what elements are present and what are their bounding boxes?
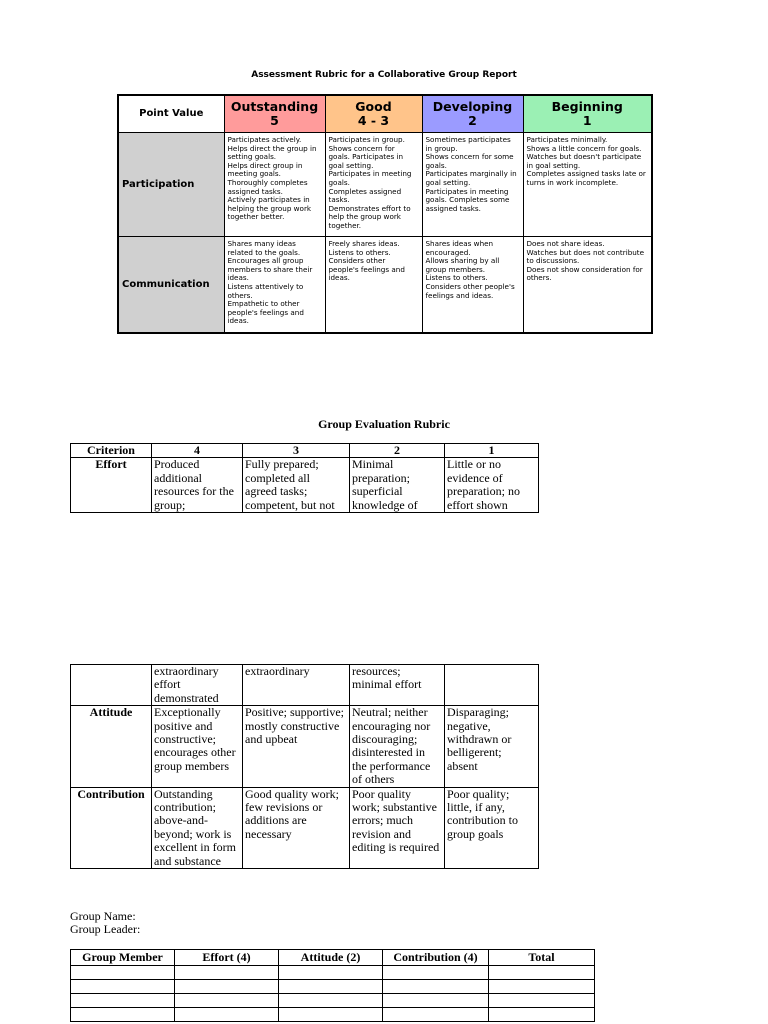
cell-text-line: Participates in meeting	[328, 169, 412, 179]
cell-text-line: in goal setting.	[526, 160, 581, 170]
cell-text-line: Participates minimally.	[526, 135, 608, 144]
cell-text-line: withdrawn or	[447, 732, 512, 747]
level-points: 5	[270, 113, 279, 128]
rubric2-row-effort	[71, 458, 539, 513]
cell-text-line: Shows concern for	[328, 143, 395, 153]
level-name: Outstanding	[230, 99, 319, 114]
cell-text-line: Encourages all group	[227, 256, 304, 266]
cell-text-line: Does not show consideration for	[526, 264, 643, 274]
cell-text-line: Participates in group.	[328, 135, 405, 144]
cell-text-line: Outstanding	[154, 786, 213, 801]
cell-text-line: turns in work incomplete.	[526, 177, 619, 187]
empty-cell[interactable]	[175, 966, 279, 980]
cell-text-line: Watches but doesn't participate	[526, 152, 642, 162]
rubric-cell	[445, 706, 539, 787]
cell-text-line: Helps direct the group in	[227, 143, 317, 153]
cell-text-line: Little or no	[447, 458, 501, 472]
cell-text-line: discouraging;	[352, 732, 418, 747]
empty-cell[interactable]	[489, 980, 595, 994]
cell-text-line: completed all	[245, 470, 310, 485]
group-evaluation-table-part2	[70, 664, 539, 869]
rubric-cell	[445, 665, 539, 706]
header-score-2: 2	[350, 444, 445, 458]
rubric-cell	[243, 665, 350, 706]
cell-text-line: meeting goals.	[227, 169, 281, 179]
cell-text-line: Completes assigned tasks late or	[526, 169, 646, 179]
cell-text-line: Positive; supportive;	[245, 705, 344, 720]
cell-text-line: Poor quality	[352, 786, 411, 801]
cell-text-line: Freely shares ideas.	[328, 239, 400, 248]
header-attitude: Attitude (2)	[279, 950, 383, 966]
cell-text-line: Shows a little concern for goals.	[526, 143, 642, 153]
cell-text-line: effort shown	[447, 497, 508, 512]
row-label: Effort	[71, 458, 152, 513]
level-good	[325, 95, 422, 133]
group-leader-label: Group Leader:	[70, 922, 141, 936]
cell-text-line: assigned tasks.	[227, 186, 283, 196]
empty-cell[interactable]	[71, 1008, 175, 1022]
cell-text-line: negative,	[447, 718, 491, 733]
rubric-cell	[445, 458, 539, 513]
cell-text-line: group;	[154, 497, 186, 512]
cell-text-line: additional	[154, 470, 202, 485]
cell-text-line: demonstrated	[154, 690, 219, 705]
cell-text-line: disinterested in	[352, 745, 425, 760]
cell-text-line: goals. Completes some	[425, 195, 510, 205]
rubric-cell	[422, 237, 523, 333]
cell-text-line: others.	[227, 290, 253, 300]
level-name: Good	[355, 99, 392, 114]
rubric-cell	[224, 237, 325, 333]
cell-text-line: Neutral; neither	[352, 705, 428, 720]
point-value-label: Point Value	[118, 95, 224, 133]
cell-text-line: Shows concern for some	[425, 152, 514, 162]
cell-text-line: contribution to	[447, 813, 518, 828]
cell-text-line: feelings and ideas.	[425, 290, 494, 300]
cell-text-line: together.	[328, 220, 362, 230]
cell-text-line: Actively participates in	[227, 195, 310, 205]
cell-text-line: constructive;	[154, 732, 216, 747]
cell-text-line: evidence of	[447, 470, 503, 485]
rubric-cell	[350, 458, 445, 513]
cell-text-line: errors; much	[352, 813, 413, 828]
level-points: 1	[582, 113, 592, 128]
rubric2-header-row	[71, 444, 539, 458]
cell-text-line: Empathetic to other	[227, 299, 300, 309]
cell-text-line: ideas.	[328, 273, 350, 283]
cell-text-line: Shares ideas when	[425, 239, 494, 248]
header-contribution: Contribution (4)	[383, 950, 489, 966]
cell-text-line: goals.	[425, 160, 447, 170]
cell-text-line: Listens to others.	[328, 247, 391, 257]
rubric-cell	[350, 706, 445, 787]
cell-text-line: revision and	[352, 826, 411, 841]
cell-text-line: assigned tasks.	[425, 203, 481, 213]
cell-text-line: competent, but not	[245, 497, 335, 512]
level-points: 2	[468, 113, 477, 128]
rubric-cell	[523, 133, 652, 237]
row-label: Attitude	[71, 706, 152, 787]
row-label	[71, 665, 152, 706]
rubric-cell	[243, 787, 350, 868]
rubric1-header-row	[118, 95, 652, 133]
header-effort: Effort (4)	[175, 950, 279, 966]
cell-text-line: Considers other people's	[425, 281, 515, 291]
cell-text-line: Produced	[154, 458, 200, 472]
cell-text-line: Completes assigned	[328, 186, 402, 196]
cell-text-line: Watches but does not contribute	[526, 247, 645, 257]
cell-text-line: resources for the	[154, 484, 234, 499]
empty-cell[interactable]	[383, 1008, 489, 1022]
rubric-cell	[152, 706, 243, 787]
level-outstanding	[224, 95, 325, 133]
rubric2-row-contribution	[71, 787, 539, 868]
cell-text-line: encouraged.	[425, 247, 471, 257]
cell-text-line: editing is required	[352, 840, 440, 855]
cell-text-line: Participates marginally in	[425, 169, 517, 179]
cell-text-line: members to share their	[227, 264, 313, 274]
empty-cell[interactable]	[279, 980, 383, 994]
cell-text-line: positive and	[154, 718, 213, 733]
empty-cell[interactable]	[489, 994, 595, 1008]
empty-cell[interactable]	[383, 994, 489, 1008]
cell-text-line: people's feelings and	[328, 264, 405, 274]
cell-text-line: belligerent;	[447, 745, 502, 760]
cell-text-line: group members	[154, 758, 229, 773]
rubric-cell	[445, 787, 539, 868]
cell-text-line: goals. Participates in	[328, 152, 404, 162]
rubric-cell	[152, 787, 243, 868]
group-member-row	[71, 1008, 595, 1022]
header-score-4: 4	[152, 444, 243, 458]
level-beginning	[523, 95, 652, 133]
cell-text-line: agreed tasks;	[245, 484, 308, 499]
cell-text-line: Sometimes participates	[425, 135, 511, 144]
empty-cell[interactable]	[279, 994, 383, 1008]
group-member-row	[71, 966, 595, 980]
row-label: Contribution	[71, 787, 152, 868]
empty-cell[interactable]	[489, 1008, 595, 1022]
cell-text-line: and upbeat	[245, 732, 298, 747]
cell-text-line: help the group work	[328, 212, 401, 222]
rubric-cell	[152, 665, 243, 706]
cell-text-line: Exceptionally	[154, 705, 221, 720]
rubric-cell	[350, 787, 445, 868]
cell-text-line: excellent in form	[154, 840, 236, 855]
rubric-cell	[350, 665, 445, 706]
cell-text-line: Considers other	[328, 256, 386, 266]
cell-text-line: Good quality work;	[245, 786, 339, 801]
cell-text-line: extraordinary	[245, 664, 310, 678]
cell-text-line: group goals	[447, 826, 504, 841]
cell-text-line: Minimal	[352, 458, 394, 472]
group-member-row	[71, 994, 595, 1008]
cell-text-line: others.	[526, 273, 552, 283]
cell-text-line: encourages other	[154, 745, 236, 760]
cell-text-line: work; substantive	[352, 800, 437, 815]
cell-text-line: and substance	[154, 853, 221, 868]
header-criterion: Criterion	[71, 444, 152, 458]
group-evaluation-table-part1	[70, 443, 539, 513]
empty-cell[interactable]	[71, 994, 175, 1008]
cell-text-line: related to the goals.	[227, 247, 301, 257]
cell-text-line: mostly constructive	[245, 718, 340, 733]
cell-text-line: ideas.	[227, 273, 249, 283]
cell-text-line: the performance	[352, 758, 431, 773]
cell-text-line: people's feelings and	[227, 307, 304, 317]
cell-text-line: knowledge of	[352, 497, 418, 512]
level-name: Developing	[432, 99, 513, 114]
cell-text-line: above-and-	[154, 813, 208, 828]
cell-text-line: encouraging nor	[352, 718, 431, 733]
cell-text-line: Fully prepared;	[245, 458, 319, 472]
cell-text-line: goal setting.	[328, 160, 374, 170]
row-label: Participation	[118, 133, 224, 237]
empty-cell[interactable]	[279, 966, 383, 980]
rubric-cell	[325, 237, 422, 333]
cell-text-line: preparation;	[352, 470, 410, 485]
empty-cell[interactable]	[71, 980, 175, 994]
cell-text-line: necessary	[245, 826, 292, 841]
cell-text-line: extraordinary	[154, 664, 219, 678]
row-label: Communication	[118, 237, 224, 333]
cell-text-line: additions are	[245, 813, 307, 828]
cell-text-line: in group.	[425, 143, 458, 153]
level-name: Beginning	[551, 99, 623, 114]
cell-text-line: minimal effort	[352, 677, 422, 692]
rubric-cell	[224, 133, 325, 237]
cell-text-line: setting goals.	[227, 152, 277, 162]
empty-cell[interactable]	[175, 1008, 279, 1022]
cell-text-line: effort	[154, 677, 181, 692]
rubric-cell	[325, 133, 422, 237]
level-developing	[422, 95, 523, 133]
rubric-cell	[152, 458, 243, 513]
cell-text-line: helping the group work	[227, 203, 312, 213]
cell-text-line: goals.	[328, 177, 350, 187]
rubric-cell	[422, 133, 523, 237]
empty-cell[interactable]	[175, 980, 279, 994]
cell-text-line: together better.	[227, 212, 285, 222]
empty-cell[interactable]	[489, 966, 595, 980]
group-member-row	[71, 980, 595, 994]
cell-text-line: Listens attentively to	[227, 281, 304, 291]
empty-cell[interactable]	[279, 1008, 383, 1022]
cell-text-line: Helps direct group in	[227, 160, 303, 170]
cell-text-line: Poor quality;	[447, 786, 510, 801]
empty-cell[interactable]	[71, 966, 175, 980]
cell-text-line: group members.	[425, 264, 486, 274]
header-group-member: Group Member	[71, 950, 175, 966]
cell-text-line: Demonstrates effort to	[328, 203, 411, 213]
level-points: 4 - 3	[357, 113, 390, 128]
rubric1-row-participation	[118, 133, 652, 237]
cell-text-line: tasks.	[328, 195, 350, 205]
empty-cell[interactable]	[383, 980, 489, 994]
group-member-header-row	[71, 950, 595, 966]
rubric2-title: Group Evaluation Rubric	[318, 417, 450, 431]
cell-text-line: Allows sharing by all	[425, 256, 500, 266]
empty-cell[interactable]	[383, 966, 489, 980]
cell-text-line: to discussions.	[526, 256, 580, 266]
header-total: Total	[489, 950, 595, 966]
cell-text-line: beyond; work is	[154, 826, 232, 841]
cell-text-line: few revisions or	[245, 800, 323, 815]
cell-text-line: little, if any,	[447, 800, 505, 815]
cell-text-line: Participates actively.	[227, 135, 302, 144]
cell-text-line: Listens to others.	[425, 273, 488, 283]
group-member-table	[70, 949, 595, 1022]
cell-text-line: goal setting.	[425, 177, 471, 187]
cell-text-line: of others	[352, 772, 395, 787]
cell-text-line: ideas.	[227, 316, 249, 326]
cell-text-line: preparation; no	[447, 484, 520, 499]
rubric1-row-communication	[118, 237, 652, 333]
rubric2-row-effort-continued	[71, 665, 539, 706]
cell-text-line: superficial	[352, 484, 403, 499]
rubric-cell	[243, 706, 350, 787]
cell-text-line: absent	[447, 758, 478, 773]
cell-text-line: Disparaging;	[447, 705, 509, 720]
group-name-label: Group Name:	[70, 909, 136, 923]
header-score-1: 1	[445, 444, 539, 458]
header-score-3: 3	[243, 444, 350, 458]
cell-text-line: Does not share ideas.	[526, 239, 605, 248]
cell-text-line: Participates in meeting	[425, 186, 509, 196]
rubric-cell	[243, 458, 350, 513]
rubric2-row-attitude	[71, 706, 539, 787]
rubric1-title: Assessment Rubric for a Collaborative Group Report	[251, 70, 517, 80]
cell-text-line: contribution;	[154, 800, 216, 815]
assessment-rubric-table	[117, 94, 653, 334]
cell-text-line: resources;	[352, 664, 401, 678]
cell-text-line: Thoroughly completes	[227, 177, 308, 187]
rubric-cell	[523, 237, 652, 333]
empty-cell[interactable]	[175, 994, 279, 1008]
cell-text-line: Shares many ideas	[227, 239, 296, 248]
